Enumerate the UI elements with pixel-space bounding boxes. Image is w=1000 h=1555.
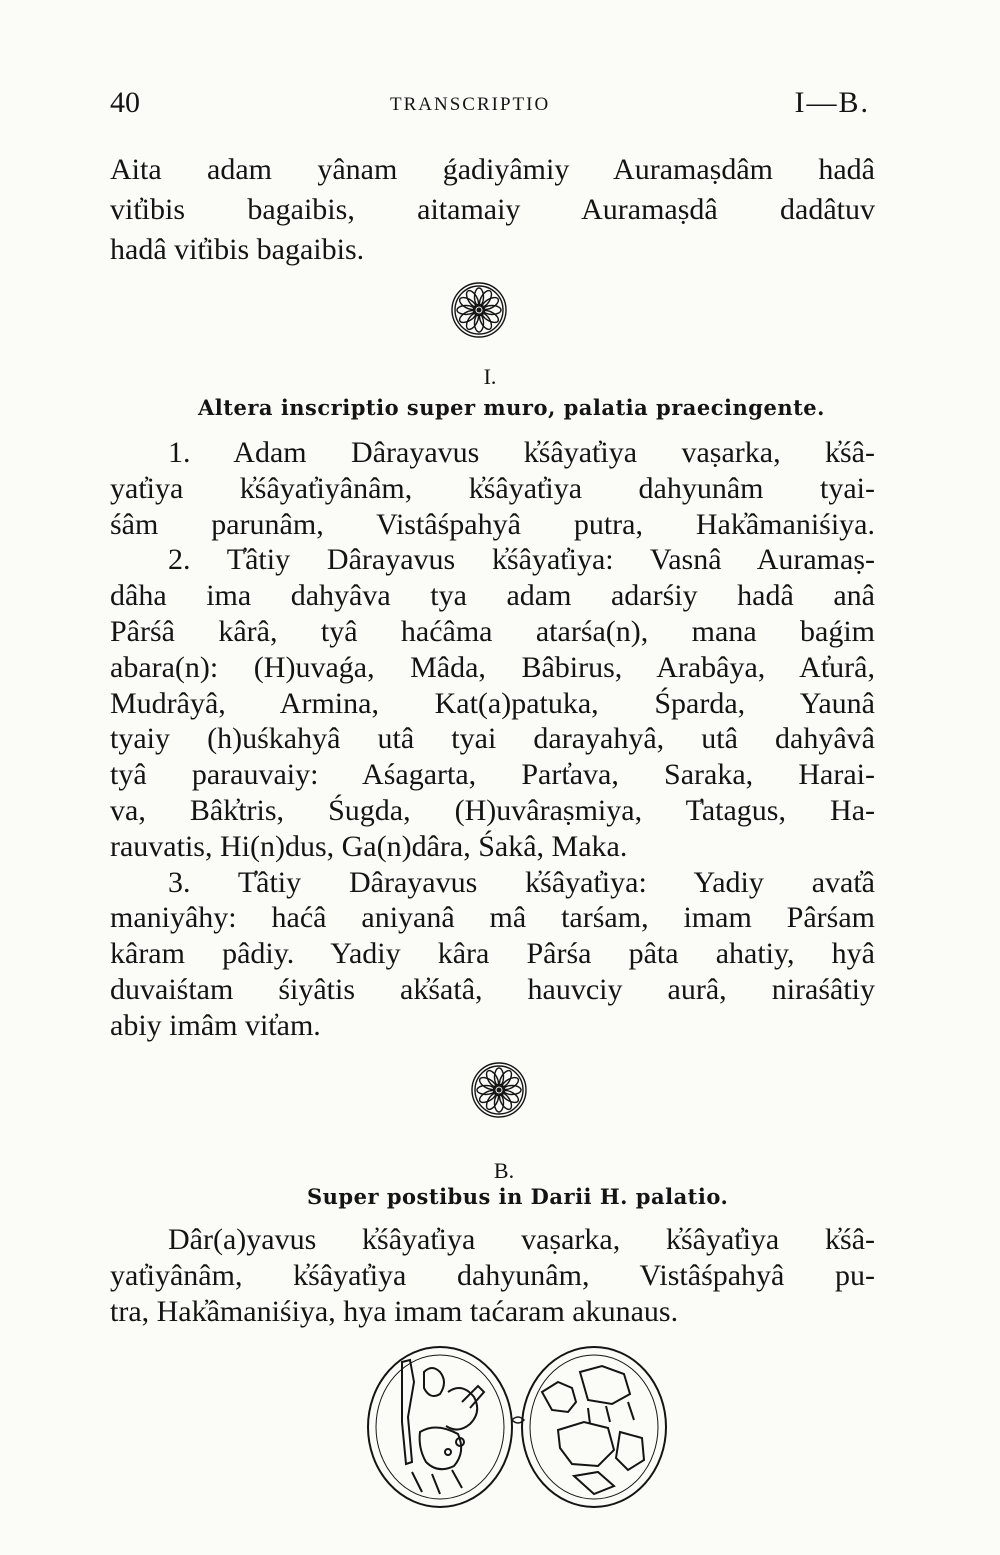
text-line: 2. T̓âtiy Dârayavus k̓śâyat̓iya: Vasnâ Auramaṣ- [168, 543, 875, 577]
text-line: kâram pâdiy. Yadiy kâra Pârśa pâta ahatiy, hyâ [110, 937, 875, 971]
text-line: maniyâhy: haćâ aniyanâ mâ tarśam, imam Pârśam [110, 901, 875, 935]
text-line: Pârśâ kârâ, tyâ haćâma atarśa(n), mana baǵim [110, 614, 875, 648]
running-title: TRANSCRIPTIO [390, 94, 551, 115]
text-line: tyâ parauvaiy: Aśagarta, Part̓ava, Saraka, Harai- [110, 758, 875, 792]
rosette-ornament-icon [449, 280, 509, 340]
text-line: dâha ima dahyâva tya adam adarśiy hadâ anâ [110, 579, 875, 613]
text-line: Aita adam yânam ǵadiyâmiy Auramaṣdâm hadâ [110, 153, 875, 186]
text-line: 1. Adam Dârayavus k̓śâyat̓iya vaṣarka, k̓śâ- [168, 436, 875, 469]
text-line: abara(n): (H)uvaǵa, Mâda, Bâbirus, Arabâya, At̓urâ, [110, 650, 875, 684]
rosette-ornament-icon [469, 1060, 529, 1120]
text-line: rauvatis, Hi(n)dus, Ga(n)dâra, Śakâ, Maka. [110, 829, 628, 863]
text-line: va, Bâk̓tris, Śugda, (H)uvâraṣmiya, T̓atagus, Ha- [110, 793, 875, 827]
text-line: tra, Hak̓âmaniśiya, hya imam taćaram akunaus. [110, 1295, 679, 1328]
page-number: 40 [110, 86, 140, 119]
text-line: Mudrâyâ, Armina, Kat(a)patuka, Śparda, Yaunâ [110, 686, 875, 720]
text-line: abiy imâm vit̓am. [110, 1008, 321, 1042]
text-line: Dâr(a)yavus k̓śâyat̓iya vaṣarka, k̓śâyat̓iya k̓śâ- [168, 1223, 875, 1256]
inscription-text-section-b [110, 1222, 875, 1330]
text-line: tyaiy (h)uśkahyâ utâ tyai darayahyâ, utâ dahyâvâ [110, 722, 875, 756]
page-header [110, 86, 870, 126]
inscription-text-section-i [110, 435, 875, 1044]
persian-coin-illustration-icon [362, 1342, 670, 1512]
text-line: yat̓iya k̓śâyat̓iyânâm, k̓śâyat̓iya dahyunâm tyai- [110, 471, 875, 505]
text-line: yat̓iyânâm, k̓śâyat̓iya dahyunâm, Vistâśpahyâ pu- [110, 1259, 875, 1292]
text-line: duvaiśtam śiyâtis ak̓śatâ, hauvciy aurâ, niraśâtiy [110, 972, 875, 1006]
section-label: I—B. [794, 86, 870, 119]
section-numeral: I. [483, 364, 497, 389]
text-line: śâm parunâm, Vistâśpahyâ putra, Hak̓âmaniśiya. [110, 507, 875, 541]
section-subtitle: Altera inscriptio super muro, palatia praecingente. [198, 395, 825, 420]
section-numeral: B. [493, 1158, 515, 1183]
section-subtitle: Super postibus in Darii H. palatio. [307, 1184, 729, 1209]
text-line: 3. T̓âtiy Dârayavus k̓śâyat̓iya: Yadiy avat̓â [168, 865, 875, 899]
intro-paragraph [110, 150, 875, 270]
text-line: vit̓ibis bagaibis, aitamaiy Auramaṣdâ dadâtuv [110, 193, 875, 226]
text-line: hadâ vit̓ibis bagaibis. [110, 233, 365, 266]
